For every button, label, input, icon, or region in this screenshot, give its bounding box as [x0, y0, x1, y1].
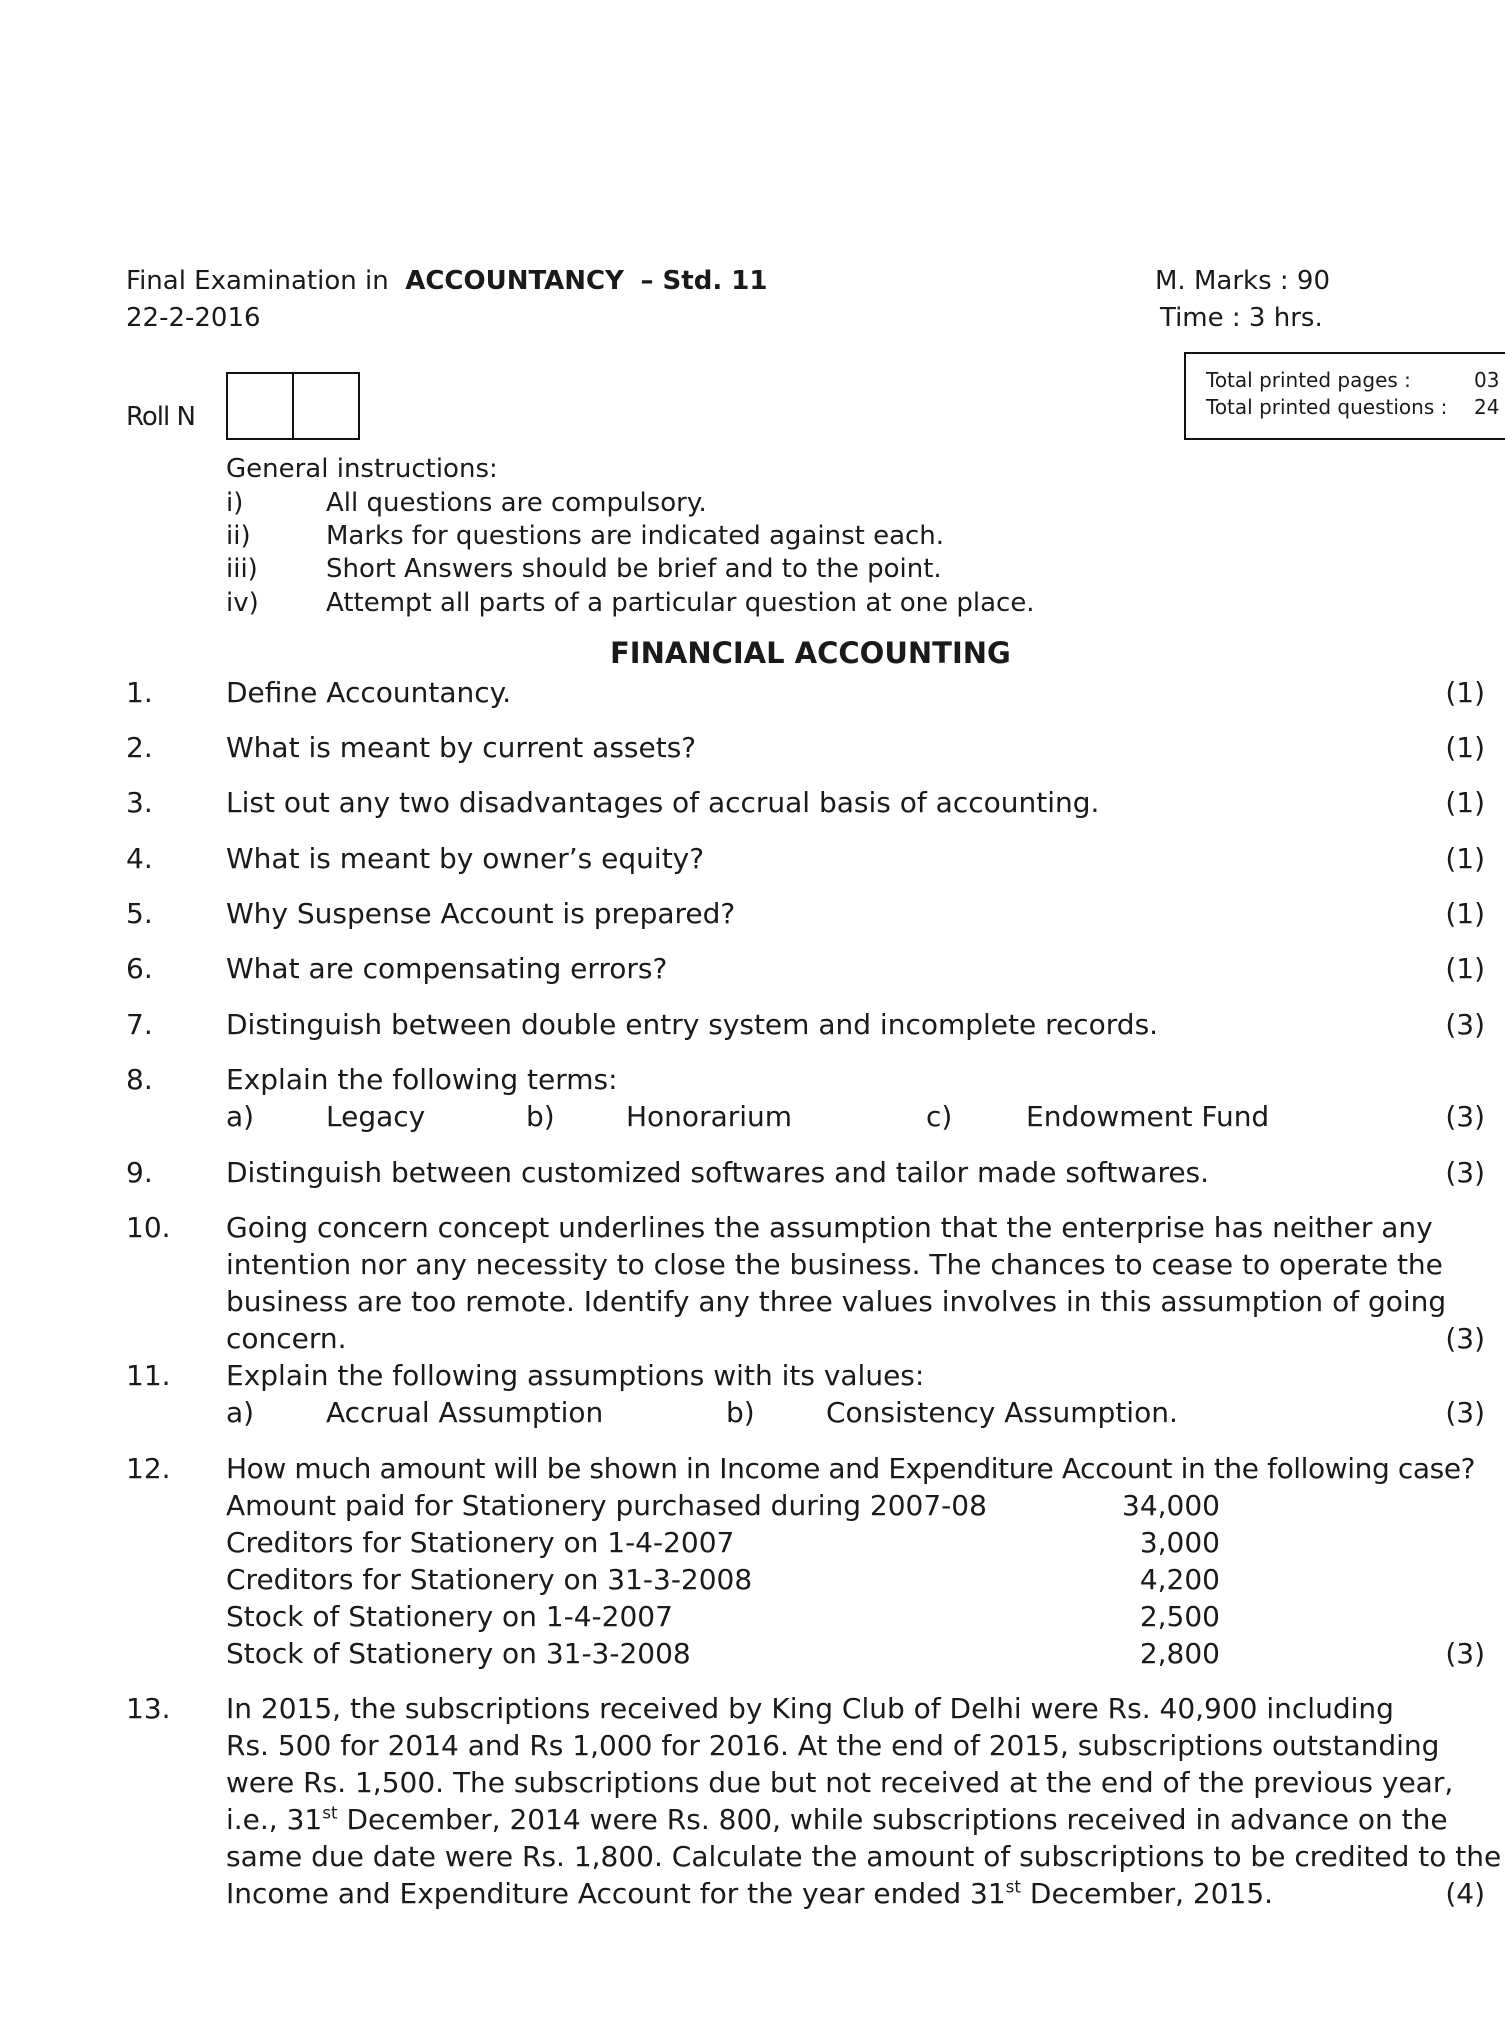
data-row-value: 34,000: [1122, 1489, 1220, 1522]
question-marks: (1): [1445, 676, 1485, 709]
instruction-num: iv): [226, 588, 259, 618]
question-number: 6.: [126, 952, 153, 985]
data-row-label: Stock of Stationery on 31-3-2008: [226, 1637, 691, 1670]
data-row-label: Stock of Stationery on 1-4-2007: [226, 1600, 673, 1633]
question-text: What is meant by current assets?: [226, 731, 697, 764]
question-number: 3.: [126, 786, 153, 819]
question-text: Explain the following terms:: [226, 1063, 618, 1096]
printed-questions-label: Total printed questions :: [1206, 395, 1448, 419]
question-marks: (1): [1445, 842, 1485, 875]
question-number: 10.: [126, 1211, 171, 1244]
superscript-st: st: [1005, 1876, 1021, 1897]
part-text: Endowment Fund: [1026, 1100, 1270, 1133]
max-marks: M. Marks : 90: [1155, 266, 1330, 296]
question-marks: (3): [1445, 1396, 1485, 1429]
part-label: a): [226, 1396, 255, 1429]
data-row-label: Creditors for Stationery on 31-3-2008: [226, 1563, 753, 1596]
data-row-label: Amount paid for Stationery purchased during 2007-08: [226, 1489, 987, 1522]
question-number: 1.: [126, 676, 153, 709]
question-text-line: intention nor any necessity to close the business. The chances to cease to operate the: [226, 1248, 1443, 1281]
data-row-value: 4,200: [1139, 1563, 1220, 1596]
question-number: 11.: [126, 1359, 171, 1392]
question-marks: (1): [1445, 731, 1485, 764]
question-number: 8.: [126, 1063, 153, 1096]
exam-title: [126, 266, 767, 296]
data-row-value: 3,000: [1139, 1526, 1220, 1559]
question-marks: (3): [1445, 1156, 1485, 1189]
question-marks: (1): [1445, 786, 1485, 819]
instruction-num: i): [226, 488, 244, 518]
part-text: Honorarium: [626, 1100, 793, 1133]
question-number: 4.: [126, 842, 153, 875]
data-row-value: 2,800: [1139, 1637, 1220, 1670]
superscript-st: st: [322, 1802, 338, 1823]
exam-prefix: Final Examination in: [126, 266, 389, 296]
question-number: 5.: [126, 897, 153, 930]
printed-pages-value: 03: [1474, 368, 1500, 392]
exam-subject: ACCOUNTANCY: [405, 266, 624, 296]
question-text: Distinguish between double entry system and incomplete records.: [226, 1008, 1159, 1041]
question-text: Distinguish between customized softwares and tailor made softwares.: [226, 1156, 1210, 1189]
instruction-text: Marks for questions are indicated against each.: [326, 521, 945, 551]
question-text: How much amount will be shown in Income and Expenditure Account in the following case?: [226, 1452, 1476, 1485]
question-marks: (3): [1445, 1008, 1485, 1041]
question-text-line: In 2015, the subscriptions received by King Club of Delhi were Rs. 40,900 including: [226, 1692, 1394, 1725]
instructions-title: General instructions:: [226, 454, 498, 484]
text-segment: December, 2015.: [1021, 1877, 1274, 1910]
printed-info-box: [1184, 352, 1505, 440]
exam-std: – Std. 11: [640, 266, 768, 296]
roll-label: Roll N: [126, 402, 195, 432]
printed-questions-value: 24: [1474, 395, 1500, 419]
question-text-line: [226, 1803, 1448, 1836]
question-marks: (3): [1445, 1322, 1485, 1355]
question-text: What are compensating errors?: [226, 952, 668, 985]
question-text: Define Accountancy.: [226, 676, 512, 709]
question-text-line: Rs. 500 for 2014 and Rs 1,000 for 2016. At the end of 2015, subscriptions outstanding: [226, 1729, 1440, 1762]
question-text-line: same due date were Rs. 1,800. Calculate the amount of subscriptions to be credited to the: [226, 1840, 1502, 1873]
instruction-text: All questions are compulsory.: [326, 488, 707, 518]
part-label: b): [526, 1100, 555, 1133]
question-text: What is meant by owner’s equity?: [226, 842, 705, 875]
question-text-line: Going concern concept underlines the assumption that the enterprise has neither any: [226, 1211, 1433, 1244]
question-marks: (1): [1445, 952, 1485, 985]
instruction-num: iii): [226, 554, 258, 584]
part-label: a): [226, 1100, 255, 1133]
data-row-value: 2,500: [1139, 1600, 1220, 1633]
question-number: 7.: [126, 1008, 153, 1041]
question-number: 13.: [126, 1692, 171, 1725]
question-text: Explain the following assumptions with its values:: [226, 1359, 925, 1392]
text-segment: Income and Expenditure Account for the year ended 31: [226, 1877, 1006, 1910]
printed-pages-label: Total printed pages :: [1206, 368, 1411, 392]
question-text: Why Suspense Account is prepared?: [226, 897, 736, 930]
text-segment: December, 2014 were Rs. 800, while subscriptions received in advance on the: [337, 1803, 1448, 1836]
question-number: 2.: [126, 731, 153, 764]
question-text-line: [226, 1877, 1273, 1910]
part-text: Consistency Assumption.: [826, 1396, 1178, 1429]
instruction-num: ii): [226, 521, 251, 551]
question-text-line: were Rs. 1,500. The subscriptions due but not received at the end of the previous year,: [226, 1766, 1454, 1799]
part-text: Legacy: [326, 1100, 426, 1133]
section-title: FINANCIAL ACCOUNTING: [610, 636, 1011, 670]
question-marks: (3): [1445, 1637, 1485, 1670]
exam-time: Time : 3 hrs.: [1160, 303, 1323, 333]
question-marks: (1): [1445, 897, 1485, 930]
question-marks: (4): [1445, 1877, 1485, 1910]
exam-date: 22-2-2016: [126, 303, 261, 333]
part-text: Accrual Assumption: [326, 1396, 604, 1429]
question-number: 12.: [126, 1452, 171, 1485]
part-label: b): [726, 1396, 755, 1429]
question-text-line: business are too remote. Identify any three values involves in this assumption of going: [226, 1285, 1447, 1318]
instruction-text: Short Answers should be brief and to the point.: [326, 554, 942, 584]
question-marks: (3): [1445, 1100, 1485, 1133]
question-text-line: concern.: [226, 1322, 347, 1355]
instruction-text: Attempt all parts of a particular question at one place.: [326, 588, 1035, 618]
text-segment: i.e., 31: [226, 1803, 323, 1836]
question-number: 9.: [126, 1156, 153, 1189]
roll-digit-box-1[interactable]: [226, 372, 294, 440]
part-label: c): [926, 1100, 953, 1133]
roll-digit-box-2[interactable]: [292, 372, 360, 440]
data-row-label: Creditors for Stationery on 1-4-2007: [226, 1526, 735, 1559]
question-text: List out any two disadvantages of accrual basis of accounting.: [226, 786, 1100, 819]
